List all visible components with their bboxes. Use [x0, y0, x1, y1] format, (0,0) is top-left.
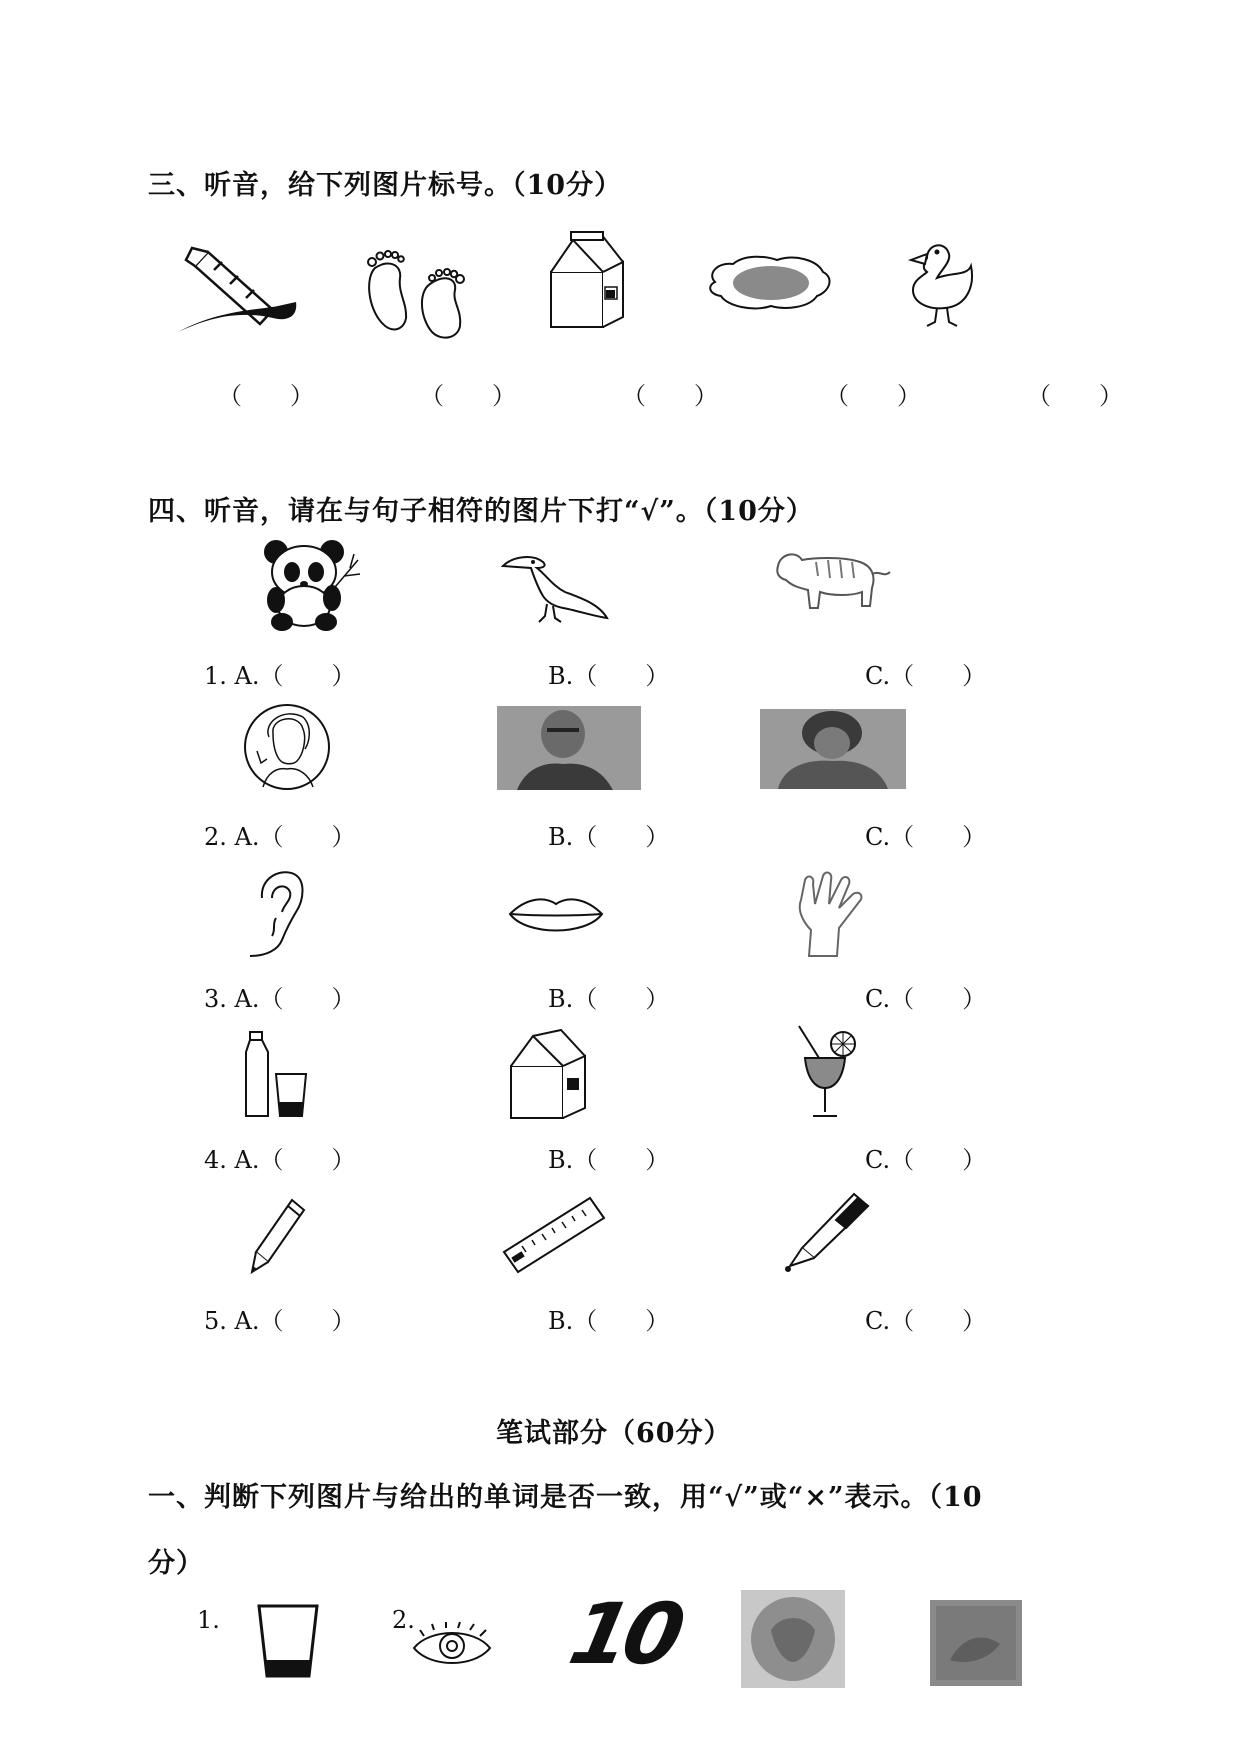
lips-icon: [506, 892, 606, 938]
milk-carton-icon: [543, 232, 643, 332]
q3-option-a[interactable]: 3. A.（ ）: [204, 985, 356, 1013]
q4-option-a[interactable]: 4. A.（ ）: [204, 1146, 356, 1174]
q2-option-a[interactable]: 2. A.（ ）: [204, 823, 356, 851]
blank-1[interactable]: （ ）: [218, 382, 314, 410]
duck-icon: [897, 236, 977, 331]
blank-3[interactable]: （ ）: [622, 382, 718, 410]
q3-option-b[interactable]: B.（ ）: [548, 985, 670, 1013]
panda-icon: [254, 540, 364, 632]
eye-icon: [410, 1618, 494, 1670]
girl-photo: [760, 709, 906, 789]
q5-option-a[interactable]: 5. A.（ ）: [204, 1307, 356, 1335]
blank-5[interactable]: （ ）: [1027, 382, 1123, 410]
pencil-icon: [252, 1198, 308, 1274]
section3-title: 三、听音，给下列图片标号。（10分）: [148, 170, 623, 201]
bird-icon: [503, 552, 613, 624]
fried-egg-icon: [705, 252, 835, 314]
item-1-number: 1.: [197, 1606, 220, 1634]
q4-option-b[interactable]: B.（ ）: [548, 1146, 670, 1174]
q1-option-a[interactable]: 1. A.（ ）: [204, 662, 356, 690]
blank-2[interactable]: （ ）: [420, 382, 516, 410]
q2-option-c[interactable]: C.（ ）: [865, 823, 987, 851]
woman-portrait-icon: [243, 703, 331, 791]
q5-option-b[interactable]: B.（ ）: [548, 1307, 670, 1335]
coin-photo: [741, 1590, 845, 1688]
item-2-number: 2.: [392, 1606, 415, 1634]
part1-title-line2: 分）: [148, 1548, 204, 1579]
q1-option-b[interactable]: B.（ ）: [548, 662, 670, 690]
glass-icon: [257, 1604, 319, 1678]
pen-icon: [784, 1192, 870, 1274]
section4-title: 四、听音，请在与句子相符的图片下打“√”。（10分）: [148, 496, 814, 527]
blank-4[interactable]: （ ）: [825, 382, 921, 410]
juice-glass-icon: [793, 1024, 863, 1120]
q3-option-c[interactable]: C.（ ）: [865, 985, 987, 1013]
feet-icon: [360, 248, 475, 340]
q4-option-c[interactable]: C.（ ）: [865, 1146, 987, 1174]
ear-icon: [246, 868, 308, 958]
q5-option-c[interactable]: C.（ ）: [865, 1307, 987, 1335]
milk-carton-icon-2: [505, 1030, 605, 1120]
q1-option-c[interactable]: C.（ ）: [865, 662, 987, 690]
written-part-title: 笔试部分（60分）: [496, 1418, 732, 1449]
square-photo: [930, 1600, 1022, 1686]
crayon-icon: [178, 240, 308, 340]
water-bottle-and-glass-icon: [240, 1032, 312, 1118]
q2-option-b[interactable]: B.（ ）: [548, 823, 670, 851]
tiger-icon: [772, 546, 892, 616]
ruler-icon: [502, 1194, 606, 1274]
man-photo: [497, 706, 641, 790]
part1-title-line1: 一、判断下列图片与给出的单词是否一致，用“√”或“×”表示。（10: [148, 1482, 983, 1513]
hand-icon: [795, 870, 867, 958]
number-ten-picture: 10: [561, 1585, 688, 1683]
